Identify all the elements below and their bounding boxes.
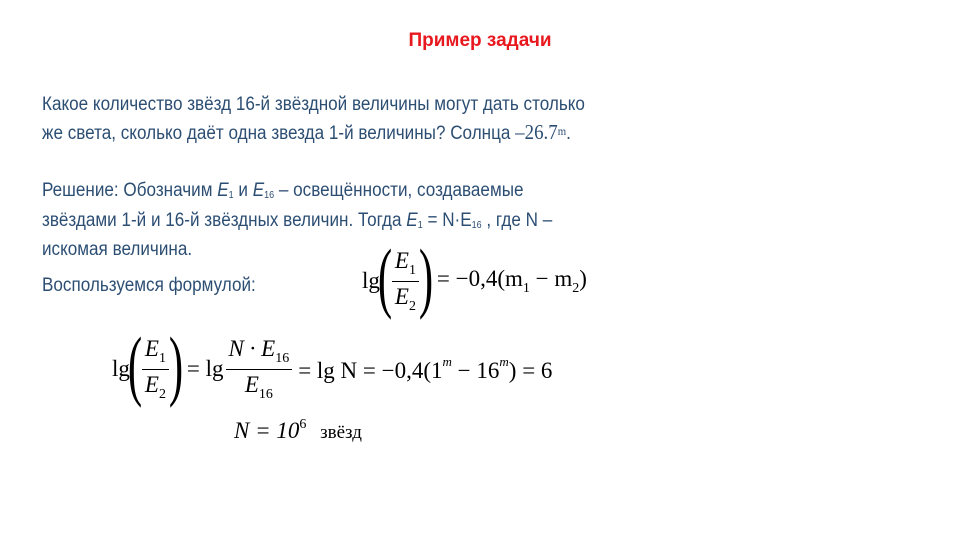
formula-2-open-paren: ( <box>127 321 143 408</box>
e1-symbol: E <box>217 180 229 201</box>
formula-1-close-paren: ) <box>418 233 434 320</box>
solution-line-2-end: , где N – <box>486 210 553 231</box>
solution-line-3 <box>42 236 192 263</box>
solution-line-2-start: звёздами 1-й и 16-й звёздных величин. Тогда <box>42 210 402 231</box>
e1-subscript: 1 <box>228 190 234 201</box>
solution-line-3-text: искомая величина. <box>42 239 193 260</box>
formula-2-f2-denominator: $E_{16}$ <box>244 371 273 402</box>
formula-2-f1-numerator: $E_1$ <box>144 335 166 366</box>
slide-title: Пример задачи <box>408 30 552 51</box>
formula-2-f1-denominator: $E_2$ <box>144 371 166 402</box>
fraction-bar <box>226 369 293 370</box>
formula-1 <box>362 233 587 320</box>
formula-2-eq-lg: = lg <box>186 356 224 381</box>
problem-line-1-text: Какое количество звёзд 16-й звёздной величины могут дать столько <box>42 94 585 115</box>
formula-2-close-paren: ) <box>168 321 184 408</box>
formula-2-fraction-2 <box>226 336 293 403</box>
formula-1-rhs: = $-0,4(m_1 - m_2)$ <box>436 265 587 296</box>
problem-line-2 <box>42 118 571 147</box>
solution-line-1 <box>42 177 524 209</box>
e1-subscript-2: 1 <box>417 220 423 231</box>
e16-symbol: E <box>252 180 265 201</box>
solution-line-2 <box>42 207 552 239</box>
fraction-bar <box>142 369 169 370</box>
solution-line-1-end: – освещённости, создаваемые <box>278 180 524 201</box>
problem-line-1 <box>42 91 585 118</box>
formula-1-denominator: $E_2$ <box>394 283 416 314</box>
sun-magnitude-unit: m <box>557 124 567 138</box>
sun-magnitude: –26.7 <box>515 120 558 144</box>
problem-end: . <box>566 123 571 144</box>
answer-unit: звёзд <box>320 422 362 443</box>
solution-line-4-text: Воспользуемся формулой: <box>42 275 256 296</box>
formula-1-numerator: $E_1$ <box>394 247 416 278</box>
formula-1-fraction <box>392 248 419 315</box>
answer-equation: N = 10 <box>234 418 300 443</box>
equals-n-e: = N·E <box>427 210 472 231</box>
formula-2-fraction-1 <box>142 336 169 403</box>
and-word: и <box>238 180 248 201</box>
answer <box>234 417 362 444</box>
solution-line-4 <box>42 272 256 299</box>
formula-2-rhs: = $\lg N = -0,4(1^m - 16^m) = 6$ <box>298 354 553 383</box>
solution-line-1-start: Решение: Обозначим <box>42 180 213 201</box>
fraction-bar <box>392 281 419 282</box>
formula-2 <box>112 321 553 408</box>
formula-1-lg: lg <box>362 268 380 293</box>
answer-exponent: 6 <box>299 417 307 432</box>
formula-1-open-paren: ( <box>377 233 393 320</box>
e16-subscript-2: 16 <box>471 220 482 231</box>
e1-symbol-2: E <box>406 210 418 231</box>
formula-2-f2-numerator: $N \cdot E_{16}$ <box>228 335 290 366</box>
e16-subscript: 16 <box>264 190 275 201</box>
problem-line-2-text: же света, сколько даёт одна звезда 1-й величины? Солнца <box>42 123 511 144</box>
formula-2-lg: lg <box>112 356 130 381</box>
